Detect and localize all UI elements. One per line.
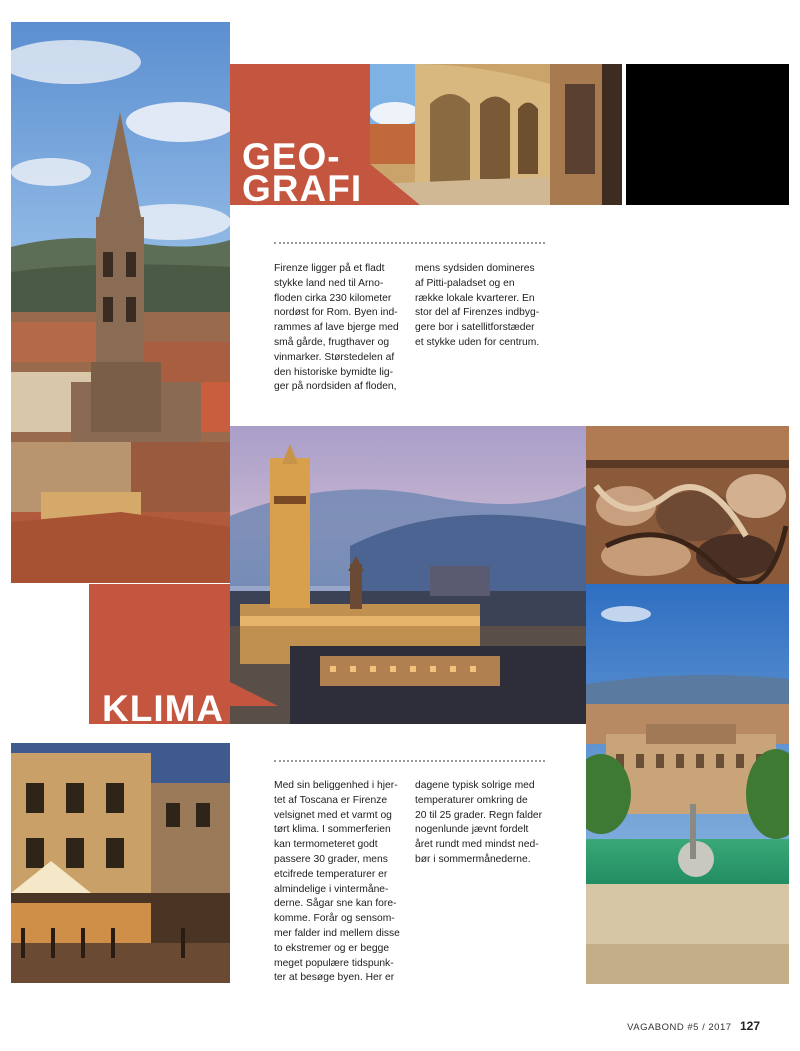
photo-boboli-gardens bbox=[586, 584, 789, 984]
photo-piazza-night bbox=[11, 743, 230, 983]
klima-column-2 bbox=[415, 779, 543, 868]
text-line: vinmarker. Størstedelen af bbox=[274, 351, 395, 363]
klima-triangle bbox=[230, 584, 278, 724]
klima-heading: KLIMA bbox=[102, 693, 225, 724]
text-line: floden cirka 230 kilometer bbox=[274, 292, 392, 304]
text-line: stykke land ned til Arno- bbox=[274, 277, 384, 289]
geografi-dotted-divider bbox=[274, 242, 545, 244]
text-line: række lokale kvarterer. En bbox=[415, 292, 535, 304]
text-line: mens sydsiden domineres bbox=[415, 263, 535, 274]
text-line: nogenlunde jævnt fordelt bbox=[415, 824, 529, 836]
geografi-column-2 bbox=[415, 262, 543, 351]
text-line: velsignet med et varmt og bbox=[274, 809, 392, 821]
photo-fresco bbox=[586, 426, 789, 584]
text-line: ter at besøge byen. Her er bbox=[274, 972, 395, 984]
text-line: etcifrede temperaturer er bbox=[274, 868, 388, 880]
text-line: Med sin beliggenhed i hjer- bbox=[274, 780, 398, 791]
klima-dotted-divider bbox=[274, 760, 545, 762]
page-number: 127 bbox=[739, 1019, 760, 1033]
text-line: almindelige i vintermåne- bbox=[274, 883, 389, 895]
text-line: kan termometeret godt bbox=[274, 839, 378, 851]
text-line: den historiske bymidte lig- bbox=[274, 366, 394, 378]
text-line: passere 30 grader, mens bbox=[274, 853, 388, 865]
geografi-column-1 bbox=[274, 262, 402, 395]
geografi-triangle bbox=[370, 64, 420, 205]
klima-column-1 bbox=[274, 779, 402, 986]
page-footer bbox=[560, 1017, 760, 1035]
magazine-issue: VAGABOND #5 / 2017 bbox=[627, 1022, 732, 1033]
text-line: Firenze ligger på et fladt bbox=[274, 263, 385, 274]
text-line: dagene typisk solrige med bbox=[415, 780, 535, 791]
text-line: tet af Toscana er Firenze bbox=[274, 794, 388, 806]
text-line: stor del af Firenzes indbyg- bbox=[415, 307, 540, 319]
text-line: meget populære tidspunk- bbox=[274, 957, 394, 969]
photo-palazzo-vecchio bbox=[230, 426, 586, 724]
text-line: mer falder ind mellem disse bbox=[274, 927, 400, 939]
text-line: et stykke uden for centrum. bbox=[415, 336, 540, 348]
text-line: to ekstremer og er begge bbox=[274, 942, 390, 954]
text-line: rammes af lave bjerge med bbox=[274, 322, 399, 334]
text-line: tørt klima. I sommerferien bbox=[274, 824, 391, 836]
text-line: året rundt med mindst ned- bbox=[415, 839, 539, 851]
text-line: derne. Sågar sne kan fore- bbox=[274, 898, 397, 910]
geografi-heading-line1: GEO- bbox=[242, 141, 341, 177]
text-line: komme. Forår og sensom- bbox=[274, 913, 395, 925]
text-line: nordøst for Rom. Byen ind- bbox=[274, 307, 398, 319]
text-line: af Pitti-paladset og en bbox=[415, 277, 515, 289]
text-line: ger på nordsiden af floden, bbox=[274, 381, 397, 393]
geografi-heading bbox=[242, 141, 362, 205]
text-line: 20 til 25 grader. Regn falder bbox=[415, 809, 543, 821]
text-line: små gårde, frugthaver og bbox=[274, 336, 390, 348]
text-line: gere bor i satellitforstæder bbox=[415, 322, 535, 334]
photo-bell-tower bbox=[11, 22, 230, 583]
black-block bbox=[626, 64, 789, 205]
text-line: temperaturer omkring de bbox=[415, 794, 528, 806]
geografi-heading-line2: GRAFI bbox=[242, 167, 363, 205]
text-line: bør i sommermånederne. bbox=[415, 853, 531, 865]
